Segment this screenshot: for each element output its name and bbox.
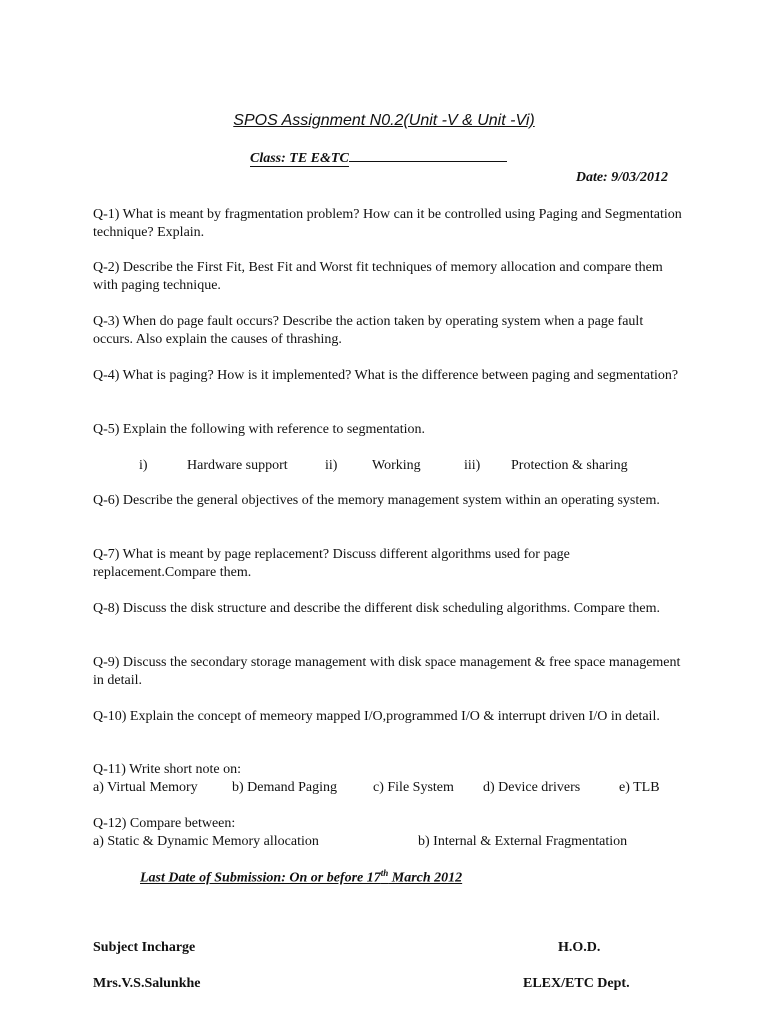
page-title: SPOS Assignment N0.2(Unit -V & Unit -Vi) [233,112,535,129]
last-date-prefix: Last Date of Submission: On or before 17 [140,870,381,886]
question-6: Q-6) Describe the general objectives of the memory management system within an operating system. [93,493,660,508]
question-8: Q-8) Discuss the disk structure and describe the different disk scheduling algorithms. Compare them. [93,601,660,616]
question-1: Q-1) What is meant by fragmentation problem? How can it be controlled using Paging and Segmentation technique? Explain. [93,207,682,240]
question-3: Q-3) When do page fault occurs? Describe the action taken by operating system when a page fault occurs. Also explain the causes of thrashing. [93,314,644,347]
q5-item-3-text: Protection & sharing [511,458,628,473]
question-4: Q-4) What is paging? How is it implemented? What is the difference between paging and segmentation? [93,368,679,383]
q12-item-a: a) Static & Dynamic Memory allocation [93,834,319,849]
q11-item-d: d) Device drivers [483,780,581,795]
department-name: ELEX/ETC Dept. [523,976,630,991]
class-underline [349,160,507,162]
question-12: Q-12) Compare between: [93,816,236,831]
question-10: Q-10) Explain the concept of memeory mapped I/O,programmed I/O & interrupt driven I/O in detail. [93,709,660,724]
question-7: Q-7) What is meant by page replacement? Discuss different algorithms used for page replacement.Compare them. [93,547,570,580]
class-label: Class: TE E&TC [250,151,349,166]
question-9: Q-9) Discuss the secondary storage management with disk space management & free space management in detail. [93,655,681,688]
question-2: Q-2) Describe the First Fit, Best Fit and Worst fit techniques of memory allocation and compare them with paging technique. [93,260,663,293]
q5-item-1-num: i) [139,458,148,473]
q11-item-e: e) TLB [619,780,660,795]
q5-item-3-num: iii) [464,458,481,473]
incharge-name: Mrs.V.S.Salunkhe [93,976,201,991]
assignment-date: Date: 9/03/2012 [575,170,668,185]
last-date-of-submission [140,868,462,887]
q11-item-a: a) Virtual Memory [93,780,198,795]
class-line [250,151,507,167]
question-11: Q-11) Write short note on: [93,762,241,777]
last-date-superscript: th [380,868,389,878]
question-5: Q-5) Explain the following with reference to segmentation. [93,422,426,437]
q11-item-c: c) File System [373,780,454,795]
q5-item-2-text: Working [372,458,421,473]
q12-item-b: b) Internal & External Fragmentation [418,834,628,849]
hod-label: H.O.D. [558,940,601,955]
q11-item-b: b) Demand Paging [232,780,337,795]
last-date-suffix: March 2012 [388,870,463,886]
subject-incharge-label: Subject Incharge [93,940,196,955]
q5-item-2-num: ii) [325,458,338,473]
q5-item-1-text: Hardware support [187,458,288,473]
